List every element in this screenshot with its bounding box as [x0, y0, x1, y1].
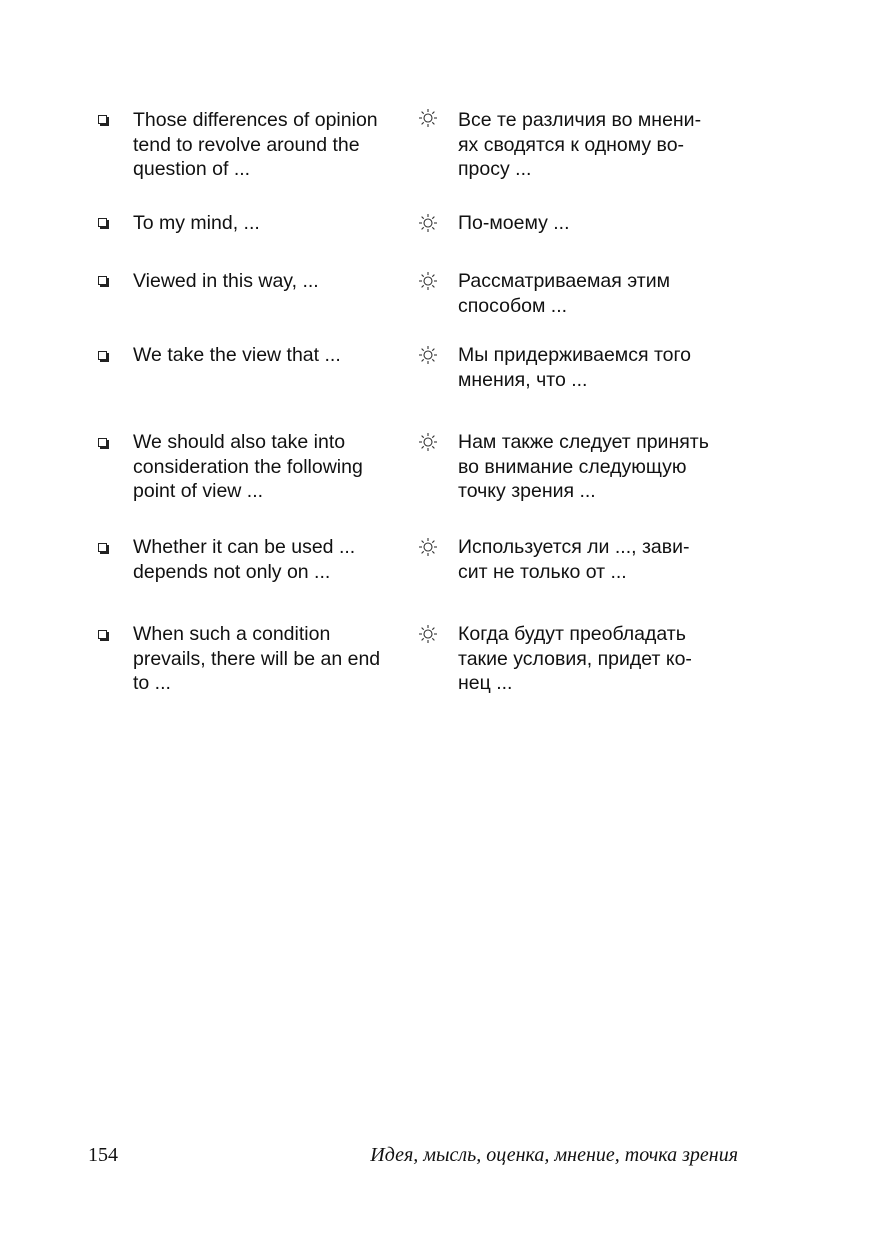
russian-translation: Нам также следует принять во внимание следующую точку зрения ...	[458, 431, 709, 502]
checkbox-square-icon	[98, 438, 107, 447]
russian-translation: По-моему ...	[458, 212, 570, 234]
checkbox-square-icon	[98, 543, 107, 552]
russian-translation: Рассматриваемая этим способом ...	[458, 270, 671, 317]
running-title: Идея, мысль, оценка, мнение, точка зрения	[370, 1144, 738, 1166]
sun-icon	[418, 432, 438, 452]
english-phrase: We take the view that ...	[133, 344, 341, 366]
english-phrase: Viewed in this way, ...	[133, 270, 319, 292]
russian-translation: Используется ли ..., зави- сит не только от ...	[458, 536, 690, 583]
page-number: 154	[88, 1144, 118, 1166]
russian-translation: Когда будут преобладать такие условия, придет ко- нец ...	[458, 623, 692, 694]
checkbox-square-icon	[98, 218, 107, 227]
sun-icon	[418, 108, 438, 128]
russian-translation: Все те различия во мнени- ях сводятся к одному во- просу ...	[458, 109, 702, 180]
english-phrase: When such a condition prevails, there will be an end to ...	[133, 623, 381, 694]
sun-icon	[418, 271, 438, 291]
english-phrase: To my mind, ...	[133, 212, 260, 234]
english-phrase: We should also take into consideration the following point of view ...	[133, 431, 363, 502]
sun-icon	[418, 624, 438, 644]
english-phrase: Whether it can be used ... depends not only on ...	[133, 536, 356, 583]
checkbox-square-icon	[98, 115, 107, 124]
checkbox-square-icon	[98, 276, 107, 285]
sun-icon	[418, 213, 438, 233]
english-phrase: Those differences of opinion tend to revolve around the question of ...	[133, 109, 378, 180]
sun-icon	[418, 537, 438, 557]
checkbox-square-icon	[98, 630, 107, 639]
checkbox-square-icon	[98, 351, 107, 360]
sun-icon	[418, 345, 438, 365]
russian-translation: Мы придерживаемся того мнения, что ...	[458, 344, 692, 391]
